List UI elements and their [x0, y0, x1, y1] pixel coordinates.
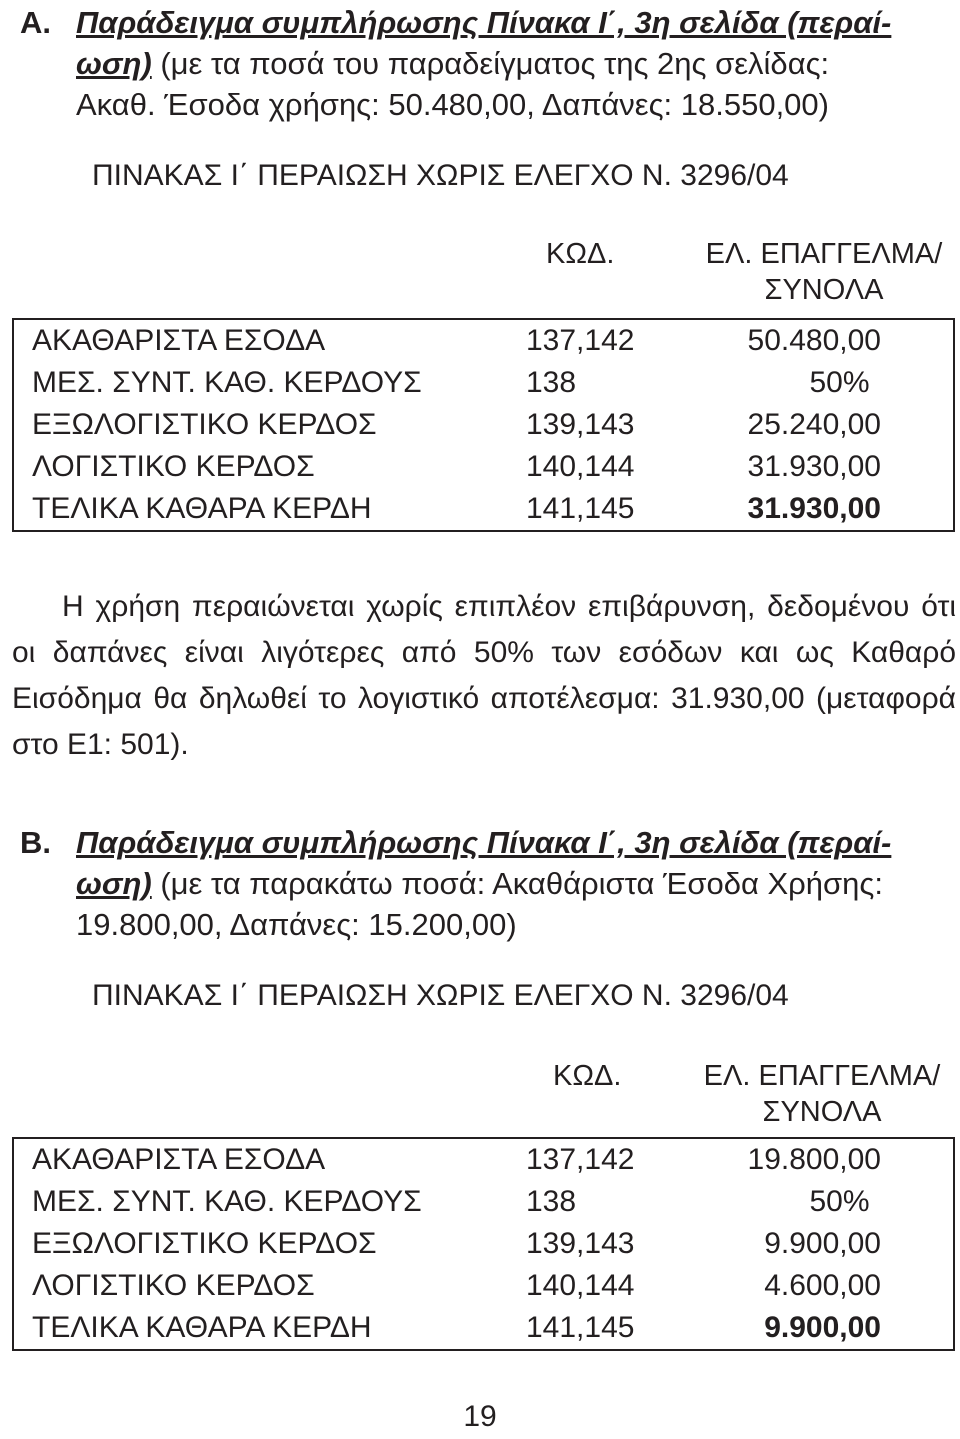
table-row — [13, 319, 954, 362]
section-a-paragraph-text: Η χρήση περαιώνεται χωρίς επιπλέον επιβάρυνση, δεδομένου ότι οι δαπάνες είναι λιγότερες από 50% των εσόδων και ως Καθαρό Εισόδημα θα δηλωθεί το λογιστικό αποτέλεσμα: 31.930,00 (μεταφορά στο Ε1: 501). — [12, 590, 956, 761]
row-value-total: 31.930,00 — [747, 492, 881, 525]
section-b-col-code: ΚΩΔ. — [553, 1060, 622, 1092]
section-a-col-code: ΚΩΔ. — [546, 238, 615, 270]
table-row — [13, 446, 954, 488]
row-label: ΛΟΓΙΣΤΙΚΟ ΚΕΡΔΟΣ — [32, 450, 315, 483]
row-code: 140,144 — [526, 1269, 635, 1302]
section-a-letter: A. — [20, 5, 51, 40]
table-row — [13, 362, 954, 404]
table-row — [13, 1223, 954, 1265]
row-value: 31.930,00 — [747, 450, 881, 483]
row-code: 138 — [526, 366, 577, 399]
section-b-col-value-line1: ΕΛ. ΕΠΑΓΓΕΛΜΑ/ — [703, 1060, 941, 1092]
page-number: 19 — [463, 1400, 497, 1433]
row-code: 139,143 — [526, 408, 635, 441]
section-b-description-cont: 19.800,00, Δαπάνες: 15.200,00) — [76, 907, 517, 942]
row-label: ΛΟΓΙΣΤΙΚΟ ΚΕΡΔΟΣ — [32, 1269, 315, 1302]
row-value: 9.900,00 — [764, 1227, 881, 1260]
row-label: ΜΕΣ. ΣΥΝΤ. ΚΑΘ. ΚΕΡΔΟΥΣ — [32, 366, 422, 399]
table-row — [13, 1138, 954, 1181]
row-label: ΤΕΛΙΚΑ ΚΑΘΑΡΑ ΚΕΡΔΗ — [32, 1311, 372, 1344]
table-row — [13, 1181, 954, 1223]
section-a-paragraph — [12, 584, 956, 768]
section-b-letter: B. — [20, 825, 51, 860]
section-a-title-cont: ωση) — [76, 46, 152, 81]
row-code: 139,143 — [526, 1227, 635, 1260]
section-b-col-value-line2: ΣΥΝΟΛΑ — [762, 1096, 882, 1128]
section-b-heading: ΠΙΝΑΚΑΣ Ι΄ ΠΕΡΑΙΩΣΗ ΧΩΡΙΣ ΕΛΕΓΧΟ Ν. 3296/04 — [92, 979, 789, 1012]
row-code: 137,142 — [526, 1143, 635, 1176]
row-code: 137,142 — [526, 324, 635, 357]
section-a-col-value-line1: ΕΛ. ΕΠΑΓΓΕΛΜΑ/ — [705, 238, 943, 270]
table-row — [13, 1265, 954, 1307]
row-label: ΜΕΣ. ΣΥΝΤ. ΚΑΘ. ΚΕΡΔΟΥΣ — [32, 1185, 422, 1218]
section-b-description: (με τα παρακάτω ποσά: Ακαθάριστα Έσοδα Χρήσης: — [151, 866, 883, 901]
section-a-heading: ΠΙΝΑΚΑΣ Ι΄ ΠΕΡΑΙΩΣΗ ΧΩΡΙΣ ΕΛΕΓΧΟ Ν. 3296/04 — [92, 159, 789, 192]
row-value: 19.800,00 — [747, 1143, 881, 1176]
section-a-description-cont: Ακαθ. Έσοδα χρήσης: 50.480,00, Δαπάνες: 18.550,00) — [76, 87, 829, 122]
row-label: ΑΚΑΘΑΡΙΣΤΑ ΕΣΟΔΑ — [32, 324, 326, 357]
row-value: 50% — [809, 366, 870, 399]
row-code: 138 — [526, 1185, 577, 1218]
section-b-title: Παράδειγμα συμπλήρωσης Πίνακα Ι΄, 3η σελίδα (περαί- — [76, 825, 892, 860]
row-value: 50% — [809, 1185, 870, 1218]
row-label: ΑΚΑΘΑΡΙΣΤΑ ΕΣΟΔΑ — [32, 1143, 326, 1176]
table-row — [13, 1307, 954, 1350]
row-label: ΤΕΛΙΚΑ ΚΑΘΑΡΑ ΚΕΡΔΗ — [32, 492, 372, 525]
section-b-title-cont: ωση) — [76, 866, 152, 901]
table-row — [13, 488, 954, 531]
section-b-table — [12, 1137, 955, 1351]
section-a-title: Παράδειγμα συμπλήρωσης Πίνακα Ι΄, 3η σελίδα (περαί- — [76, 5, 892, 40]
row-code: 140,144 — [526, 450, 635, 483]
row-label: ΕΞΩΛΟΓΙΣΤΙΚΟ ΚΕΡΔΟΣ — [32, 1227, 377, 1260]
row-value: 25.240,00 — [747, 408, 881, 441]
row-code: 141,145 — [526, 492, 635, 525]
section-a-description: (με τα ποσά του παραδείγματος της 2ης σελίδας: — [151, 46, 830, 81]
row-label: ΕΞΩΛΟΓΙΣΤΙΚΟ ΚΕΡΔΟΣ — [32, 408, 377, 441]
table-row — [13, 404, 954, 446]
section-a-col-value — [688, 236, 960, 308]
row-code: 141,145 — [526, 1311, 635, 1344]
section-a-col-value-line2: ΣΥΝΟΛΑ — [764, 274, 884, 306]
row-value-total: 9.900,00 — [764, 1311, 881, 1344]
section-b-intro — [20, 822, 955, 945]
section-a-intro — [20, 2, 955, 125]
row-value: 4.600,00 — [764, 1269, 881, 1302]
row-value: 50.480,00 — [747, 324, 881, 357]
section-a-table — [12, 318, 955, 532]
section-b-col-value — [684, 1058, 960, 1130]
